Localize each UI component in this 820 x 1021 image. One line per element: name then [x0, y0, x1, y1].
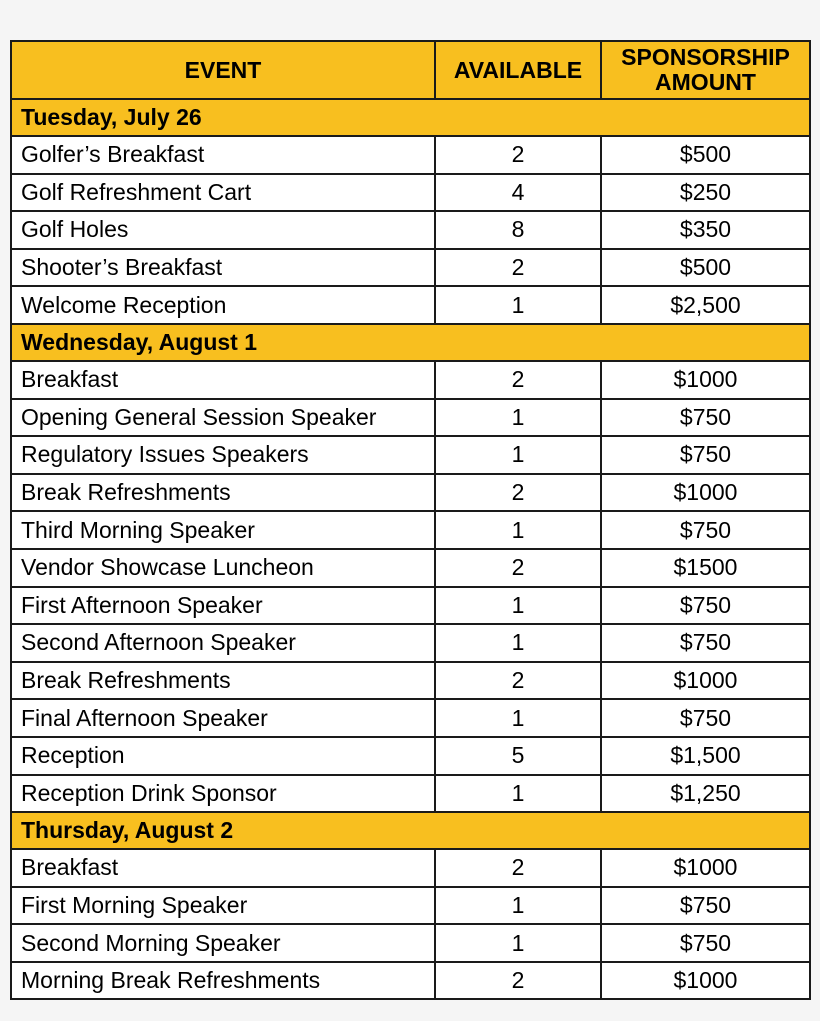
available-cell: 5	[435, 737, 601, 775]
event-cell: Breakfast	[11, 849, 435, 887]
amount-cell: $1,250	[601, 775, 810, 813]
table-row	[11, 662, 810, 700]
event-cell: Golf Refreshment Cart	[11, 174, 435, 212]
amount-cell: $750	[601, 624, 810, 662]
table-row	[11, 436, 810, 474]
event-cell: Second Morning Speaker	[11, 924, 435, 962]
amount-cell: $750	[601, 587, 810, 625]
amount-cell: $750	[601, 699, 810, 737]
event-cell: Golfer’s Breakfast	[11, 136, 435, 174]
event-cell: Break Refreshments	[11, 662, 435, 700]
amount-cell: $750	[601, 436, 810, 474]
sponsorship-table	[10, 40, 811, 1000]
available-cell: 1	[435, 924, 601, 962]
table-row	[11, 587, 810, 625]
header-event: EVENT	[11, 41, 435, 99]
available-cell: 4	[435, 174, 601, 212]
available-cell: 1	[435, 286, 601, 324]
event-cell: Golf Holes	[11, 211, 435, 249]
available-cell: 8	[435, 211, 601, 249]
amount-cell: $1500	[601, 549, 810, 587]
available-cell: 2	[435, 549, 601, 587]
event-cell: Shooter’s Breakfast	[11, 249, 435, 287]
table-row	[11, 849, 810, 887]
event-cell: Final Afternoon Speaker	[11, 699, 435, 737]
amount-cell: $750	[601, 887, 810, 925]
amount-cell: $1,500	[601, 737, 810, 775]
available-cell: 1	[435, 587, 601, 625]
table-row	[11, 174, 810, 212]
available-cell: 2	[435, 249, 601, 287]
amount-cell: $350	[601, 211, 810, 249]
event-cell: Opening General Session Speaker	[11, 399, 435, 437]
table-row	[11, 249, 810, 287]
available-cell: 2	[435, 361, 601, 399]
section-header-row	[11, 812, 810, 849]
available-cell: 2	[435, 474, 601, 512]
available-cell: 1	[435, 887, 601, 925]
table-row	[11, 775, 810, 813]
amount-cell: $500	[601, 249, 810, 287]
table-row	[11, 399, 810, 437]
available-cell: 1	[435, 775, 601, 813]
header-sponsorship-amount	[601, 41, 810, 99]
event-cell: Reception Drink Sponsor	[11, 775, 435, 813]
table-row	[11, 511, 810, 549]
event-cell: Second Afternoon Speaker	[11, 624, 435, 662]
table-row	[11, 962, 810, 1000]
amount-cell: $1000	[601, 962, 810, 1000]
event-cell: First Morning Speaker	[11, 887, 435, 925]
amount-cell: $250	[601, 174, 810, 212]
available-cell: 2	[435, 662, 601, 700]
section-header-row	[11, 324, 810, 361]
available-cell: 1	[435, 624, 601, 662]
table-header	[11, 41, 810, 99]
header-available: AVAILABLE	[435, 41, 601, 99]
section-header-row	[11, 99, 810, 136]
section-title: Thursday, August 2	[11, 812, 810, 849]
event-cell: Vendor Showcase Luncheon	[11, 549, 435, 587]
amount-cell: $500	[601, 136, 810, 174]
section-title: Tuesday, July 26	[11, 99, 810, 136]
event-cell: Welcome Reception	[11, 286, 435, 324]
amount-cell: $1000	[601, 474, 810, 512]
table-row	[11, 924, 810, 962]
amount-cell: $1000	[601, 662, 810, 700]
event-cell: Third Morning Speaker	[11, 511, 435, 549]
event-cell: Reception	[11, 737, 435, 775]
table-row	[11, 699, 810, 737]
table-row	[11, 549, 810, 587]
available-cell: 1	[435, 699, 601, 737]
available-cell: 2	[435, 136, 601, 174]
table-row	[11, 136, 810, 174]
event-cell: Breakfast	[11, 361, 435, 399]
amount-cell: $1000	[601, 361, 810, 399]
event-cell: Regulatory Issues Speakers	[11, 436, 435, 474]
header-amount-line2: AMOUNT	[655, 69, 756, 95]
header-amount-line1: SPONSORSHIP	[621, 44, 790, 70]
event-cell: First Afternoon Speaker	[11, 587, 435, 625]
table-row	[11, 887, 810, 925]
available-cell: 2	[435, 962, 601, 1000]
section-title: Wednesday, August 1	[11, 324, 810, 361]
table-row	[11, 474, 810, 512]
table-row	[11, 286, 810, 324]
table-body	[11, 99, 810, 999]
event-cell: Break Refreshments	[11, 474, 435, 512]
amount-cell: $750	[601, 511, 810, 549]
table-row	[11, 624, 810, 662]
event-cell: Morning Break Refreshments	[11, 962, 435, 1000]
sponsorship-sheet	[10, 40, 809, 1000]
available-cell: 2	[435, 849, 601, 887]
header-row	[11, 41, 810, 99]
amount-cell: $750	[601, 399, 810, 437]
amount-cell: $1000	[601, 849, 810, 887]
table-row	[11, 361, 810, 399]
amount-cell: $750	[601, 924, 810, 962]
available-cell: 1	[435, 511, 601, 549]
table-row	[11, 737, 810, 775]
available-cell: 1	[435, 399, 601, 437]
available-cell: 1	[435, 436, 601, 474]
table-row	[11, 211, 810, 249]
amount-cell: $2,500	[601, 286, 810, 324]
